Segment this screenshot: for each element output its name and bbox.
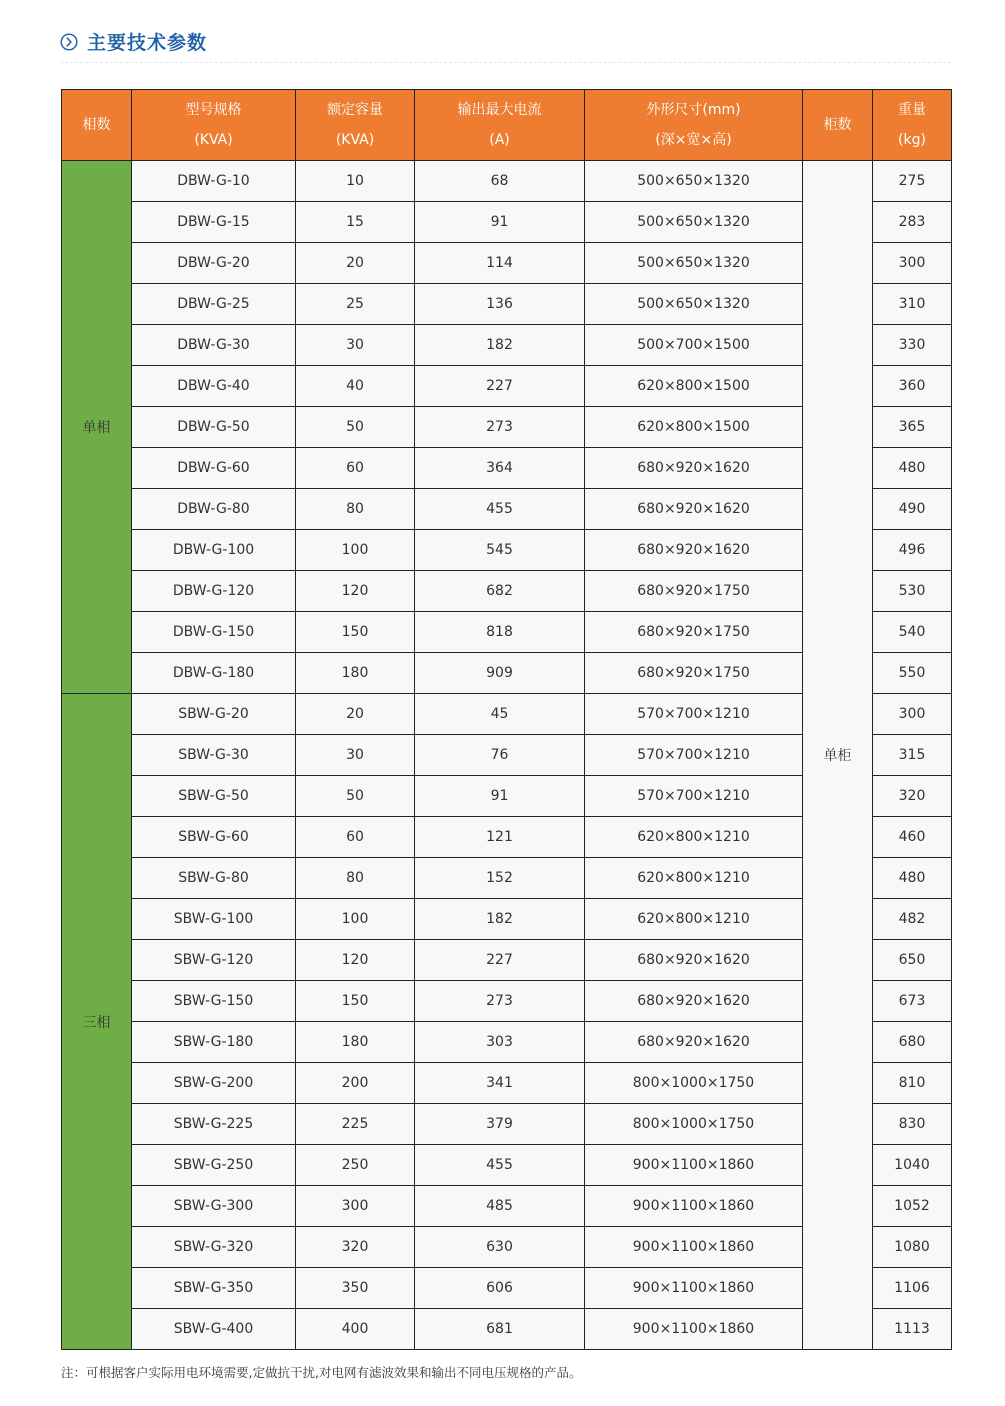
current-cell: 273 bbox=[415, 407, 585, 448]
current-cell: 606 bbox=[415, 1268, 585, 1309]
cabinet-header bbox=[803, 90, 873, 161]
capacity-cell: 30 bbox=[296, 325, 415, 366]
capacity-cell: 15 bbox=[296, 202, 415, 243]
capacity-cell: 320 bbox=[296, 1227, 415, 1268]
current-cell: 91 bbox=[415, 202, 585, 243]
weight-cell: 480 bbox=[873, 858, 952, 899]
dimensions-cell: 680×920×1620 bbox=[585, 489, 803, 530]
header-label: 重量 bbox=[898, 102, 926, 118]
header-label: 额定容量 bbox=[327, 102, 383, 118]
current-cell: 681 bbox=[415, 1309, 585, 1350]
capacity-header bbox=[296, 90, 415, 161]
capacity-cell: 50 bbox=[296, 776, 415, 817]
capacity-cell: 350 bbox=[296, 1268, 415, 1309]
capacity-cell: 180 bbox=[296, 653, 415, 694]
capacity-cell: 225 bbox=[296, 1104, 415, 1145]
dimensions-cell: 680×920×1750 bbox=[585, 653, 803, 694]
table-header-row bbox=[62, 90, 952, 161]
weight-cell: 680 bbox=[873, 1022, 952, 1063]
capacity-cell: 40 bbox=[296, 366, 415, 407]
dimensions-cell: 680×920×1620 bbox=[585, 940, 803, 981]
dimensions-cell: 570×700×1210 bbox=[585, 694, 803, 735]
model-cell: DBW-G-180 bbox=[132, 653, 296, 694]
dimensions-cell: 570×700×1210 bbox=[585, 776, 803, 817]
weight-cell: 365 bbox=[873, 407, 952, 448]
footnote: 注：可根据客户实际用电环境需要,定做抗干扰,对电网有滤波效果和输出不同电压规格的产品。 bbox=[61, 1365, 582, 1380]
model-cell: DBW-G-10 bbox=[132, 161, 296, 202]
header-label: 外形尺寸(mm) bbox=[646, 102, 741, 118]
dimensions-cell: 680×920×1750 bbox=[585, 571, 803, 612]
weight-cell: 480 bbox=[873, 448, 952, 489]
model-cell: SBW-G-80 bbox=[132, 858, 296, 899]
model-cell: SBW-G-150 bbox=[132, 981, 296, 1022]
model-cell: SBW-G-200 bbox=[132, 1063, 296, 1104]
capacity-cell: 250 bbox=[296, 1145, 415, 1186]
model-cell: SBW-G-50 bbox=[132, 776, 296, 817]
weight-cell: 1080 bbox=[873, 1227, 952, 1268]
dimensions-cell: 500×650×1320 bbox=[585, 202, 803, 243]
weight-cell: 496 bbox=[873, 530, 952, 571]
dimensions-cell: 620×800×1210 bbox=[585, 899, 803, 940]
current-cell: 152 bbox=[415, 858, 585, 899]
capacity-cell: 30 bbox=[296, 735, 415, 776]
current-cell: 455 bbox=[415, 1145, 585, 1186]
current-cell: 91 bbox=[415, 776, 585, 817]
capacity-cell: 100 bbox=[296, 899, 415, 940]
capacity-cell: 20 bbox=[296, 243, 415, 284]
dimensions-cell: 800×1000×1750 bbox=[585, 1104, 803, 1145]
dimensions-cell: 500×650×1320 bbox=[585, 243, 803, 284]
model-cell: SBW-G-225 bbox=[132, 1104, 296, 1145]
current-cell: 630 bbox=[415, 1227, 585, 1268]
section-title: 主要技术参数 bbox=[87, 32, 208, 54]
weight-cell: 315 bbox=[873, 735, 952, 776]
dimensions-cell: 680×920×1620 bbox=[585, 530, 803, 571]
phase-header bbox=[62, 90, 132, 161]
current-cell: 379 bbox=[415, 1104, 585, 1145]
model-cell: DBW-G-30 bbox=[132, 325, 296, 366]
dimensions-cell: 620×800×1500 bbox=[585, 366, 803, 407]
current-cell: 182 bbox=[415, 325, 585, 366]
dimensions-cell: 680×920×1620 bbox=[585, 448, 803, 489]
weight-cell: 360 bbox=[873, 366, 952, 407]
current-cell: 909 bbox=[415, 653, 585, 694]
weight-cell: 540 bbox=[873, 612, 952, 653]
model-cell: SBW-G-320 bbox=[132, 1227, 296, 1268]
model-cell: DBW-G-15 bbox=[132, 202, 296, 243]
dimensions-cell: 680×920×1750 bbox=[585, 612, 803, 653]
capacity-cell: 80 bbox=[296, 489, 415, 530]
model-cell: SBW-G-350 bbox=[132, 1268, 296, 1309]
current-cell: 485 bbox=[415, 1186, 585, 1227]
capacity-cell: 60 bbox=[296, 448, 415, 489]
weight-cell: 283 bbox=[873, 202, 952, 243]
weight-cell: 810 bbox=[873, 1063, 952, 1104]
weight-cell: 482 bbox=[873, 899, 952, 940]
current-cell: 682 bbox=[415, 571, 585, 612]
weight-cell: 320 bbox=[873, 776, 952, 817]
section-header bbox=[60, 28, 951, 63]
current-cell: 114 bbox=[415, 243, 585, 284]
capacity-cell: 25 bbox=[296, 284, 415, 325]
weight-cell: 460 bbox=[873, 817, 952, 858]
dimensions-cell: 900×1100×1860 bbox=[585, 1186, 803, 1227]
weight-cell: 650 bbox=[873, 940, 952, 981]
dimensions-cell: 680×920×1620 bbox=[585, 1022, 803, 1063]
capacity-cell: 150 bbox=[296, 981, 415, 1022]
current-cell: 136 bbox=[415, 284, 585, 325]
capacity-cell: 180 bbox=[296, 1022, 415, 1063]
chevron-right-circle-icon bbox=[60, 33, 78, 51]
capacity-cell: 150 bbox=[296, 612, 415, 653]
dimensions-cell: 900×1100×1860 bbox=[585, 1268, 803, 1309]
model-cell: DBW-G-120 bbox=[132, 571, 296, 612]
model-cell: SBW-G-300 bbox=[132, 1186, 296, 1227]
current-header bbox=[415, 90, 585, 161]
current-cell: 227 bbox=[415, 940, 585, 981]
model-cell: DBW-G-150 bbox=[132, 612, 296, 653]
model-cell: SBW-G-100 bbox=[132, 899, 296, 940]
capacity-cell: 20 bbox=[296, 694, 415, 735]
current-cell: 121 bbox=[415, 817, 585, 858]
dimensions-cell: 500×700×1500 bbox=[585, 325, 803, 366]
current-cell: 545 bbox=[415, 530, 585, 571]
capacity-cell: 50 bbox=[296, 407, 415, 448]
current-cell: 273 bbox=[415, 981, 585, 1022]
dimensions-cell: 900×1100×1860 bbox=[585, 1309, 803, 1350]
current-cell: 341 bbox=[415, 1063, 585, 1104]
header-label: 输出最大电流 bbox=[457, 102, 542, 118]
weight-cell: 275 bbox=[873, 161, 952, 202]
capacity-cell: 120 bbox=[296, 571, 415, 612]
dimensions-cell: 900×1100×1860 bbox=[585, 1145, 803, 1186]
dimensions-cell: 620×800×1210 bbox=[585, 858, 803, 899]
dimensions-cell: 500×650×1320 bbox=[585, 161, 803, 202]
dimensions-cell: 620×800×1500 bbox=[585, 407, 803, 448]
phase-cell: 单相 bbox=[62, 161, 132, 694]
header-unit: (A) bbox=[489, 132, 510, 148]
model-cell: SBW-G-400 bbox=[132, 1309, 296, 1350]
capacity-cell: 100 bbox=[296, 530, 415, 571]
spec-table bbox=[61, 89, 952, 1350]
weight-cell: 530 bbox=[873, 571, 952, 612]
weight-cell: 1052 bbox=[873, 1186, 952, 1227]
current-cell: 45 bbox=[415, 694, 585, 735]
header-label: 柜数 bbox=[823, 117, 852, 133]
header-label: 型号规格 bbox=[185, 102, 242, 118]
dimensions-cell: 680×920×1620 bbox=[585, 981, 803, 1022]
header-unit: (深×宽×高) bbox=[655, 132, 732, 148]
capacity-cell: 300 bbox=[296, 1186, 415, 1227]
dimensions-header bbox=[585, 90, 803, 161]
capacity-cell: 120 bbox=[296, 940, 415, 981]
weight-cell: 310 bbox=[873, 284, 952, 325]
model-cell: DBW-G-20 bbox=[132, 243, 296, 284]
weight-cell: 300 bbox=[873, 694, 952, 735]
model-cell: DBW-G-80 bbox=[132, 489, 296, 530]
weight-cell: 300 bbox=[873, 243, 952, 284]
weight-cell: 1040 bbox=[873, 1145, 952, 1186]
model-cell: SBW-G-20 bbox=[132, 694, 296, 735]
current-cell: 818 bbox=[415, 612, 585, 653]
capacity-cell: 200 bbox=[296, 1063, 415, 1104]
weight-header bbox=[873, 90, 952, 161]
weight-cell: 1106 bbox=[873, 1268, 952, 1309]
model-cell: SBW-G-120 bbox=[132, 940, 296, 981]
header-unit: (kg) bbox=[898, 132, 926, 148]
model-cell: DBW-G-100 bbox=[132, 530, 296, 571]
weight-cell: 550 bbox=[873, 653, 952, 694]
model-cell: DBW-G-60 bbox=[132, 448, 296, 489]
weight-cell: 830 bbox=[873, 1104, 952, 1145]
model-cell: DBW-G-25 bbox=[132, 284, 296, 325]
capacity-cell: 400 bbox=[296, 1309, 415, 1350]
weight-cell: 1113 bbox=[873, 1309, 952, 1350]
table-row bbox=[62, 161, 952, 202]
current-cell: 68 bbox=[415, 161, 585, 202]
current-cell: 227 bbox=[415, 366, 585, 407]
header-unit: (KVA) bbox=[335, 132, 375, 148]
current-cell: 303 bbox=[415, 1022, 585, 1063]
weight-cell: 673 bbox=[873, 981, 952, 1022]
model-cell: SBW-G-30 bbox=[132, 735, 296, 776]
weight-cell: 330 bbox=[873, 325, 952, 366]
weight-cell: 490 bbox=[873, 489, 952, 530]
dimensions-cell: 570×700×1210 bbox=[585, 735, 803, 776]
cabinet-cell: 单柜 bbox=[803, 161, 873, 1350]
dimensions-cell: 500×650×1320 bbox=[585, 284, 803, 325]
model-cell: SBW-G-180 bbox=[132, 1022, 296, 1063]
header-label: 相数 bbox=[82, 117, 111, 133]
dimensions-cell: 900×1100×1860 bbox=[585, 1227, 803, 1268]
current-cell: 455 bbox=[415, 489, 585, 530]
capacity-cell: 10 bbox=[296, 161, 415, 202]
capacity-cell: 80 bbox=[296, 858, 415, 899]
model-cell: DBW-G-50 bbox=[132, 407, 296, 448]
current-cell: 76 bbox=[415, 735, 585, 776]
model-cell: SBW-G-60 bbox=[132, 817, 296, 858]
table-body bbox=[62, 161, 952, 1350]
capacity-cell: 60 bbox=[296, 817, 415, 858]
phase-cell: 三相 bbox=[62, 694, 132, 1350]
model-cell: SBW-G-250 bbox=[132, 1145, 296, 1186]
dimensions-cell: 800×1000×1750 bbox=[585, 1063, 803, 1104]
header-unit: (KVA) bbox=[194, 132, 233, 148]
dimensions-cell: 620×800×1210 bbox=[585, 817, 803, 858]
current-cell: 364 bbox=[415, 448, 585, 489]
model-cell: DBW-G-40 bbox=[132, 366, 296, 407]
model-header bbox=[132, 90, 296, 161]
current-cell: 182 bbox=[415, 899, 585, 940]
